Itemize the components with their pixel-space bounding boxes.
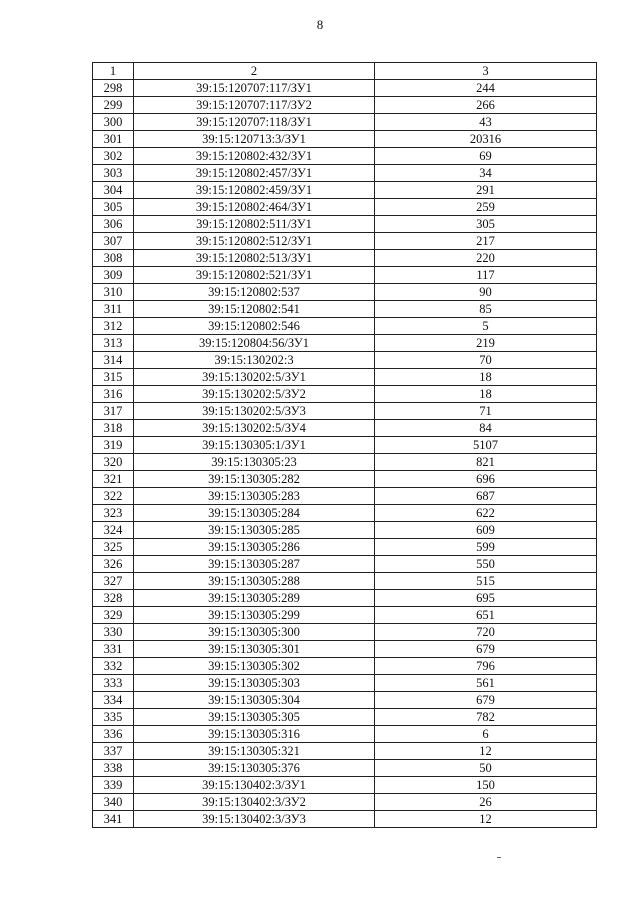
table-row — [93, 743, 597, 760]
row-number-cell: 321 — [93, 471, 134, 488]
row-number-cell: 312 — [93, 318, 134, 335]
cadastral-number-cell: 39:15:120802:432/ЗУ1 — [134, 148, 375, 165]
value-cell: 18 — [375, 386, 597, 403]
table-row — [93, 505, 597, 522]
table-row — [93, 267, 597, 284]
cadastral-number-cell: 39:15:130305:285 — [134, 522, 375, 539]
table-row — [93, 335, 597, 352]
row-number-cell: 306 — [93, 216, 134, 233]
table-row — [93, 386, 597, 403]
cadastral-number-cell: 39:15:130305:321 — [134, 743, 375, 760]
row-number-cell: 316 — [93, 386, 134, 403]
cadastral-number-cell: 39:15:120707:118/ЗУ1 — [134, 114, 375, 131]
table-row — [93, 675, 597, 692]
value-cell: 550 — [375, 556, 597, 573]
value-cell: 12 — [375, 743, 597, 760]
cadastral-number-cell: 39:15:120802:457/ЗУ1 — [134, 165, 375, 182]
cadastral-number-cell: 39:15:130202:3 — [134, 352, 375, 369]
cadastral-number-cell: 39:15:130202:5/ЗУ4 — [134, 420, 375, 437]
cadastral-number-cell: 39:15:130305:376 — [134, 760, 375, 777]
value-cell: 6 — [375, 726, 597, 743]
cadastral-number-cell: 39:15:120804:56/ЗУ1 — [134, 335, 375, 352]
row-number-cell: 301 — [93, 131, 134, 148]
row-number-cell: 333 — [93, 675, 134, 692]
row-number-cell: 305 — [93, 199, 134, 216]
row-number-cell: 323 — [93, 505, 134, 522]
value-cell: 244 — [375, 80, 597, 97]
row-number-cell: 328 — [93, 590, 134, 607]
table-row — [93, 658, 597, 675]
table-row — [93, 726, 597, 743]
value-cell: 599 — [375, 539, 597, 556]
row-number-cell: 334 — [93, 692, 134, 709]
table-row — [93, 488, 597, 505]
table-row — [93, 352, 597, 369]
value-cell: 5 — [375, 318, 597, 335]
cadastral-number-cell: 39:15:130305:316 — [134, 726, 375, 743]
row-number-cell: 313 — [93, 335, 134, 352]
value-cell: 217 — [375, 233, 597, 250]
cadastral-number-cell: 39:15:130305:283 — [134, 488, 375, 505]
table-row — [93, 250, 597, 267]
table-row — [93, 233, 597, 250]
row-number-cell: 322 — [93, 488, 134, 505]
cadastral-number-cell: 39:15:130305:300 — [134, 624, 375, 641]
table-row — [93, 182, 597, 199]
table-row — [93, 97, 597, 114]
cadastral-number-cell: 39:15:130305:303 — [134, 675, 375, 692]
row-number-cell: 300 — [93, 114, 134, 131]
value-cell: 622 — [375, 505, 597, 522]
cadastral-number-cell: 39:15:130402:3/ЗУ1 — [134, 777, 375, 794]
table-row — [93, 590, 597, 607]
row-number-cell: 341 — [93, 811, 134, 828]
value-cell: 117 — [375, 267, 597, 284]
value-cell: 651 — [375, 607, 597, 624]
value-cell: 679 — [375, 692, 597, 709]
row-number-cell: 304 — [93, 182, 134, 199]
value-cell: 220 — [375, 250, 597, 267]
row-number-cell: 299 — [93, 97, 134, 114]
value-cell: 69 — [375, 148, 597, 165]
table-row — [93, 131, 597, 148]
cadastral-number-cell: 39:15:120707:117/ЗУ2 — [134, 97, 375, 114]
cadastral-number-cell: 39:15:130305:286 — [134, 539, 375, 556]
cadastral-number-cell: 39:15:120802:513/ЗУ1 — [134, 250, 375, 267]
table-row — [93, 607, 597, 624]
value-cell: 609 — [375, 522, 597, 539]
table-row — [93, 284, 597, 301]
value-cell: 150 — [375, 777, 597, 794]
table-row — [93, 148, 597, 165]
value-cell: 219 — [375, 335, 597, 352]
table-row — [93, 641, 597, 658]
cadastral-number-cell: 39:15:120802:521/ЗУ1 — [134, 267, 375, 284]
value-cell: 12 — [375, 811, 597, 828]
cadastral-number-cell: 39:15:130202:5/ЗУ1 — [134, 369, 375, 386]
value-cell: 266 — [375, 97, 597, 114]
row-number-cell: 327 — [93, 573, 134, 590]
cadastral-number-cell: 39:15:130305:305 — [134, 709, 375, 726]
table-row — [93, 165, 597, 182]
cadastral-number-cell: 39:15:130305:301 — [134, 641, 375, 658]
row-number-cell: 339 — [93, 777, 134, 794]
table-row — [93, 692, 597, 709]
row-number-cell: 309 — [93, 267, 134, 284]
value-cell: 291 — [375, 182, 597, 199]
value-cell: 5107 — [375, 437, 597, 454]
row-number-cell: 311 — [93, 301, 134, 318]
row-number-cell: 340 — [93, 794, 134, 811]
table-row — [93, 318, 597, 335]
cadastral-number-cell: 39:15:130305:284 — [134, 505, 375, 522]
column-header-value: 3 — [375, 63, 597, 80]
table-row — [93, 539, 597, 556]
value-cell: 50 — [375, 760, 597, 777]
cadastral-number-cell: 39:15:120707:117/ЗУ1 — [134, 80, 375, 97]
row-number-cell: 324 — [93, 522, 134, 539]
row-number-cell: 330 — [93, 624, 134, 641]
table-row — [93, 454, 597, 471]
row-number-cell: 318 — [93, 420, 134, 437]
column-header-cadastral: 2 — [134, 63, 375, 80]
cadastral-number-cell: 39:15:130305:282 — [134, 471, 375, 488]
table-row — [93, 437, 597, 454]
cadastral-number-cell: 39:15:130402:3/ЗУ3 — [134, 811, 375, 828]
cadastral-number-cell: 39:15:130305:302 — [134, 658, 375, 675]
row-number-cell: 325 — [93, 539, 134, 556]
row-number-cell: 337 — [93, 743, 134, 760]
value-cell: 821 — [375, 454, 597, 471]
row-number-cell: 338 — [93, 760, 134, 777]
cadastral-number-cell: 39:15:120802:537 — [134, 284, 375, 301]
value-cell: 18 — [375, 369, 597, 386]
value-cell: 20316 — [375, 131, 597, 148]
value-cell: 43 — [375, 114, 597, 131]
table-row — [93, 216, 597, 233]
scan-mark — [497, 857, 501, 858]
cadastral-number-cell: 39:15:130202:5/ЗУ2 — [134, 386, 375, 403]
column-header-number: 1 — [93, 63, 134, 80]
cadastral-number-cell: 39:15:130305:1/ЗУ1 — [134, 437, 375, 454]
value-cell: 679 — [375, 641, 597, 658]
cadastral-number-cell: 39:15:120713:3/ЗУ1 — [134, 131, 375, 148]
row-number-cell: 319 — [93, 437, 134, 454]
table-row — [93, 403, 597, 420]
cadastral-number-cell: 39:15:130305:304 — [134, 692, 375, 709]
table-row — [93, 760, 597, 777]
value-cell: 782 — [375, 709, 597, 726]
row-number-cell: 336 — [93, 726, 134, 743]
page-number: 8 — [316, 17, 324, 32]
row-number-cell: 302 — [93, 148, 134, 165]
cadastral-number-cell: 39:15:130305:287 — [134, 556, 375, 573]
value-cell: 26 — [375, 794, 597, 811]
value-cell: 515 — [375, 573, 597, 590]
table-row — [93, 114, 597, 131]
table-row — [93, 709, 597, 726]
row-number-cell: 320 — [93, 454, 134, 471]
cadastral-number-cell: 39:15:120802:512/ЗУ1 — [134, 233, 375, 250]
table-header-row — [93, 63, 597, 80]
value-cell: 84 — [375, 420, 597, 437]
table-row — [93, 471, 597, 488]
cadastral-number-cell: 39:15:120802:511/ЗУ1 — [134, 216, 375, 233]
cadastral-number-cell: 39:15:130402:3/ЗУ2 — [134, 794, 375, 811]
cadastral-number-cell: 39:15:120802:541 — [134, 301, 375, 318]
cadastral-number-cell: 39:15:130305:299 — [134, 607, 375, 624]
table-row — [93, 369, 597, 386]
value-cell: 561 — [375, 675, 597, 692]
table-row — [93, 199, 597, 216]
value-cell: 259 — [375, 199, 597, 216]
row-number-cell: 329 — [93, 607, 134, 624]
value-cell: 71 — [375, 403, 597, 420]
value-cell: 696 — [375, 471, 597, 488]
row-number-cell: 308 — [93, 250, 134, 267]
cadastral-number-cell: 39:15:120802:464/ЗУ1 — [134, 199, 375, 216]
cadastral-number-cell: 39:15:130305:23 — [134, 454, 375, 471]
row-number-cell: 298 — [93, 80, 134, 97]
table-row — [93, 420, 597, 437]
row-number-cell: 317 — [93, 403, 134, 420]
cadastral-number-cell: 39:15:130202:5/ЗУ3 — [134, 403, 375, 420]
table-row — [93, 794, 597, 811]
cadastral-number-cell: 39:15:120802:459/ЗУ1 — [134, 182, 375, 199]
value-cell: 90 — [375, 284, 597, 301]
row-number-cell: 315 — [93, 369, 134, 386]
value-cell: 85 — [375, 301, 597, 318]
table-row — [93, 80, 597, 97]
value-cell: 34 — [375, 165, 597, 182]
value-cell: 720 — [375, 624, 597, 641]
value-cell: 687 — [375, 488, 597, 505]
table-row — [93, 556, 597, 573]
table-row — [93, 301, 597, 318]
value-cell: 695 — [375, 590, 597, 607]
row-number-cell: 314 — [93, 352, 134, 369]
table-row — [93, 573, 597, 590]
row-number-cell: 335 — [93, 709, 134, 726]
value-cell: 305 — [375, 216, 597, 233]
row-number-cell: 307 — [93, 233, 134, 250]
row-number-cell: 310 — [93, 284, 134, 301]
land-plots-table — [92, 62, 597, 828]
table-row — [93, 522, 597, 539]
table-row — [93, 624, 597, 641]
row-number-cell: 331 — [93, 641, 134, 658]
table-body — [93, 80, 597, 828]
table-row — [93, 811, 597, 828]
table-row — [93, 777, 597, 794]
cadastral-number-cell: 39:15:120802:546 — [134, 318, 375, 335]
value-cell: 796 — [375, 658, 597, 675]
row-number-cell: 332 — [93, 658, 134, 675]
row-number-cell: 303 — [93, 165, 134, 182]
cadastral-number-cell: 39:15:130305:289 — [134, 590, 375, 607]
cadastral-number-cell: 39:15:130305:288 — [134, 573, 375, 590]
value-cell: 70 — [375, 352, 597, 369]
row-number-cell: 326 — [93, 556, 134, 573]
